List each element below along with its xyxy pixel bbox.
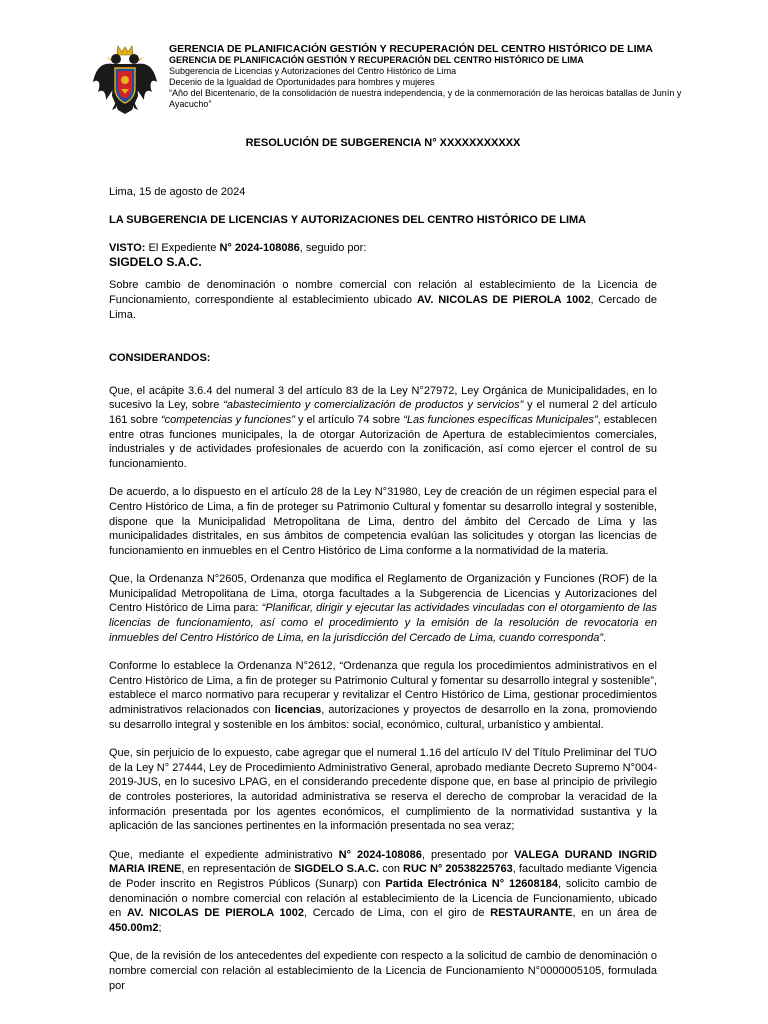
company-name: SIGDELO S.A.C. [109,255,202,270]
p1-italic-3: “Las funciones específicas Municipales” [403,413,598,426]
p4-text-2: , autorizaciones y proyectos de desarrollo en la zona, promoviendo su desarrollo integral y sostenible en los ámbitos: social, económico, cultural, urbanístico y ambiental. [109,704,657,731]
p6-bold-4: RUC N° 20538225763 [403,863,513,876]
sobre-text-1: Sobre cambio de denominación o nombre comercial con relación al establecimiento de la Licencia de Funcionamiento, correspondiente al establecimiento ubicado [109,279,657,306]
p6-text-3: , en representación de [181,863,295,876]
p3-text-2: . [603,631,607,644]
header-line-5: “Año del Bicentenario, de la consolidación de nuestra independencia, y de la conmemoración de las heroicas batallas de Junín y Ayacucho” [169,88,682,109]
p6-bold-8: 450.00m2 [109,921,159,934]
sobre-address: AV. NICOLAS DE PIEROLA 1002 [416,293,591,306]
header-line-2: GERENCIA DE PLANIFICACIÓN GESTIÓN Y RECUPERACIÓN DEL CENTRO HISTÓRICO DE LIMA [169,55,584,65]
visto-expediente: N° 2024-108086 [219,241,300,254]
p4-text-1: Conforme lo establece la Ordenanza N°2612, “Ordenanza que regula los procedimientos administrativos en el Centro Histórico de Lima, a fin de proteger su Patrimonio Cultural y fomentar su desarrollo integral y sostenible”, establece el marco normativo para recuperar y revitalizar el Centro Histórico de Lima, gestionar procedimientos administrativos relacionados con [109,660,657,717]
p3-text-1: Que, la Ordenanza N°2605, Ordenanza que modifica el Reglamento de Organización y Funciones (ROF) de la Municipalidad Metropolitana de Lima, otorga facultades a la Subgerencia de Licencias y Autorizaciones del Centro Histórico de Lima para: [109,573,657,615]
considerandos-heading: CONSIDERANDOS: [109,352,211,365]
p6-text-8: , en un área de [572,907,658,920]
p1-text-3: y el artículo 74 sobre [294,413,404,426]
p6-bold-5: Partida Electrónica N° 12608184 [385,877,558,890]
p6-text-1: Que, mediante el expediente administrativo [109,848,339,861]
p3-italic-1: “Planificar, dirigir y ejecutar las actividades vinculadas con el otorgamiento de las licencias de funcionamiento, así como el procedimiento y la emisión de la resolución de revocatoria en inmuebles del Centro Histórico de Lima, en la jurisdicción del Cercado de Lima, cuando corresponda” [109,602,657,644]
p1-italic-2: “competencias y funciones” [161,413,295,426]
letterhead [92,40,692,118]
header-line-3: Subgerencia de Licencias y Autorizaciones del Centro Histórico de Lima [169,66,457,76]
visto-text-1: El Expediente [145,241,220,254]
p1-text-4: , establecen entre otras funciones municipales, la de otorgar Autorización de Apertura de establecimientos comerciales, industriales y de actividades profesionales de acuerdo con la zonificación, así como ejercer el control de su funcionamiento. [109,413,657,470]
paragraph-6 [109,848,657,936]
p6-text-6: , solicito cambio de denominación o nombre comercial con relación al establecimiento de la Licencia de Funcionamiento, ubicado en [109,877,658,920]
header-line-4: Decenio de la Igualdad de Oportunidades para hombres y mujeres [169,77,435,87]
visto-label: VISTO: [109,241,146,254]
document-date: Lima, 15 de agosto de 2024 [109,185,246,198]
p6-text-9: ; [158,921,162,934]
paragraph-7: Que, de la revisión de los antecedentes del expediente con respecto a la solicitud de cambio de denominación o nombre comercial con relación al establecimiento de la Licencia de Funcionamiento N°0000005105, formulada por [109,950,657,992]
p6-text-2: , presentado por [421,848,515,861]
paragraph-1 [109,384,657,472]
p6-bold-3: SIGDELO S.A.C. [294,863,380,876]
p1-italic-1: “abastecimiento y comercialización de productos y servicios” [223,399,524,412]
header-line-1: GERENCIA DE PLANIFICACIÓN GESTIÓN Y RECUPERACIÓN DEL CENTRO HISTÓRICO DE LIMA [169,43,653,55]
letterhead-text [169,43,689,110]
p6-bold-7: RESTAURANTE [490,907,573,920]
subgerencia-title: LA SUBGERENCIA DE LICENCIAS Y AUTORIZACIONES DEL CENTRO HISTÓRICO DE LIMA [109,214,587,227]
visto-line [109,241,657,256]
p6-text-5: , facultado mediante Vigencia de Poder inscrito en Registros Públicos (Sunarp) con [109,863,657,890]
p1-text-2: y el numeral 2 del artículo 161 sobre [109,399,657,426]
document-body [109,134,657,993]
p6-bold-2: VALEGA DURAND INGRID MARIA IRENE [109,848,657,876]
paragraph-3 [109,572,657,645]
paragraph-4 [109,659,657,732]
lima-coat-of-arms-icon [92,44,158,116]
visto-text-2: , seguido por: [299,241,367,254]
resolution-title: RESOLUCIÓN DE SUBGERENCIA N° XXXXXXXXXXX [245,137,521,149]
p4-bold-1: licencias [274,704,322,717]
p1-text-1: Que, el acápite 3.6.4 del numeral 3 del artículo 83 de la Ley N°27972, Ley Orgánica de Municipalidades, en lo sucesivo la Ley, sobre [109,384,657,412]
paragraph-5: Que, sin perjuicio de lo expuesto, cabe agregar que el numeral 1.16 del artículo IV del Título Preliminar del TUO de la Ley N° 27444, Ley de Procedimiento Administrativo General, aprobado mediante Decreto Supremo N°004-2019-JUS, en lo sucesivo LPAG, en el considerando precedente dispone que, en base al principio de privilegio de controles posteriores, la autoridad administrativa se reserva el derecho de comprobar la veracidad de la información presentada por los agentes económicos, el cumplimiento de la normatividad sustantiva y la aplicación de las sanciones pertinentes en la información presentada no sea veraz; [109,747,657,833]
p6-text-7: , Cercado de Lima, con el giro de [303,907,491,920]
p6-bold-6: AV. NICOLAS DE PIEROLA 1002 [126,907,304,920]
p6-bold-1: N° 2024-108086 [338,848,422,861]
p6-text-4: con [379,863,404,876]
paragraph-2: De acuerdo, a lo dispuesto en el artículo 28 de la Ley N°31980, Ley de creación de un régimen especial para el Centro Histórico de Lima, a fin de proteger su Patrimonio Cultural y fomentar su desarrollo integral y sostenible, dispone que la Municipalidad Metropolitana de Lima, dentro del ámbito del Cercado de Lima y las municipalidades distritales, en sus ámbitos de competencia evalúan las solicitudes y otorgan las licencias de funcionamiento en inmuebles en el Centro Histórico de Lima conforme a la normatividad de la materia. [109,486,657,557]
sobre-paragraph [109,278,657,322]
sobre-text-2: , Cercado de Lima. [109,293,657,321]
